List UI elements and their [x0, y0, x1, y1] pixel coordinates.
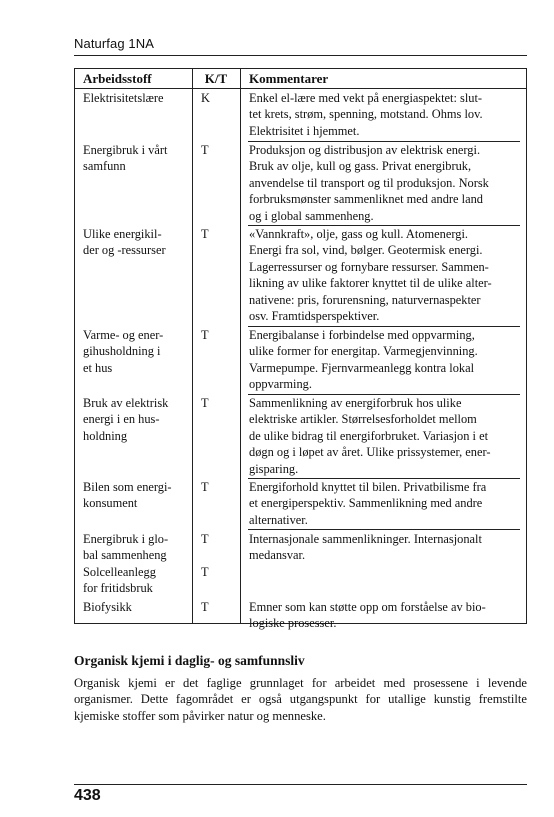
row-kt: T	[201, 143, 209, 157]
comment-line: logiske prosesser.	[249, 616, 337, 631]
row-separator	[248, 529, 520, 530]
row-subject	[83, 599, 190, 615]
comment-line: Energi fra sol, vind, bølger. Geotermisk energi.	[249, 243, 483, 258]
comment-line: medansvar.	[249, 548, 306, 563]
row-subject	[83, 226, 190, 259]
comment-line: Energibalanse i forbindelse med oppvarming,	[249, 328, 475, 342]
subject-line: der og -ressurser	[83, 243, 166, 258]
subject-line: Solcelleanlegg	[83, 565, 156, 579]
subject-line: konsument	[83, 496, 138, 511]
row-kt: K	[201, 91, 210, 105]
row-subject	[83, 395, 190, 444]
comment-line: Bruk av olje, kull og gass. Privat energibruk,	[249, 159, 472, 174]
subject-line: samfunn	[83, 159, 126, 174]
comment-line: elektriske artikler. Størrelsesforholdet mellom	[249, 412, 477, 427]
row-comment	[249, 479, 521, 528]
row-kt: T	[201, 532, 209, 546]
comment-line: Sammenlikning av energiforbruk hos ulike	[249, 396, 462, 410]
row-subject	[83, 90, 190, 106]
comment-line: ulike former for energitap. Varmegjenvinning.	[249, 344, 478, 359]
section-paragraph: Organisk kjemi er det faglige grunnlaget for arbeidet med prosessene i levende organismer. Dette fagområdet er også utgangspunkt for utallige kunstig fremstilte kjemiske stoffer som påvirker natur og menneske.	[74, 676, 527, 723]
subject-line: Energibruk i vårt	[83, 143, 168, 157]
comment-line: Energiforhold knyttet til bilen. Privatbilisme fra	[249, 480, 487, 494]
row-comment	[249, 327, 521, 393]
subject-line: et hus	[83, 360, 113, 375]
comment-line: Lagerressurser og fornybare ressurser. Sammen-	[249, 259, 489, 274]
row-comment	[249, 226, 521, 324]
comment-line: nativene: pris, forurensning, naturvernaspekter	[249, 292, 481, 307]
row-subject	[83, 479, 190, 512]
row-kt: T	[201, 565, 209, 579]
row-kt: T	[201, 328, 209, 342]
subject-line: holdning	[83, 428, 128, 443]
column-divider	[192, 69, 193, 623]
comment-line: likning av ulike faktorer knyttet til de ulike alter-	[249, 276, 492, 291]
column-header-arbeidsstoff: Arbeidsstoff	[83, 71, 152, 86]
comment-line: Enkel el-lære med vekt på energiaspektet: slut-	[249, 91, 483, 105]
row-kt: T	[201, 227, 209, 241]
subject-line: for fritidsbruk	[83, 581, 153, 596]
column-header-kt: K/T	[204, 71, 228, 86]
subject-line: bal sammenheng	[83, 548, 167, 563]
row-kt: T	[201, 480, 209, 494]
comment-line: Elektrisitet i hjemmet.	[249, 123, 360, 138]
row-comment	[249, 395, 521, 477]
column-header-kommentarer: Kommentarer	[249, 71, 329, 86]
curriculum-table	[74, 68, 527, 631]
comment-line: oppvarming.	[249, 377, 312, 392]
comment-line: døgn og i løpet av året. Ulike prissystemer, ener-	[249, 445, 491, 460]
comment-line: anvendelse til transport og til produksjon. Norsk	[249, 175, 489, 190]
comment-line: de ulike bidrag til energiforbruket. Variasjon i et	[249, 428, 489, 443]
row-comment	[249, 531, 521, 564]
subject-line: Bruk av elektrisk	[83, 396, 169, 410]
comment-line: osv. Framtidsperspektiver.	[249, 309, 380, 324]
table-header-rule	[75, 88, 526, 89]
comment-line: alternativer.	[249, 512, 308, 527]
row-kt: T	[201, 600, 209, 614]
subject-line: Varme- og ener-	[83, 328, 164, 342]
subject-line: Ulike energikil-	[83, 227, 162, 241]
row-comment	[249, 599, 521, 632]
subject-line: Biofysikk	[83, 600, 132, 614]
column-divider	[240, 69, 241, 623]
comment-line: Emner som kan støtte opp om forståelse av bio-	[249, 600, 486, 614]
header-rule	[74, 55, 527, 56]
subject-line: Bilen som energi-	[83, 480, 172, 494]
footer-rule	[74, 784, 527, 785]
row-subject	[83, 564, 190, 597]
row-comment	[249, 90, 521, 139]
page-number: 438	[74, 787, 101, 804]
section-heading: Organisk kjemi i daglig- og samfunnsliv	[74, 653, 305, 668]
row-subject	[83, 327, 190, 376]
comment-line: gisparing.	[249, 461, 299, 476]
row-comment	[249, 142, 521, 224]
comment-line: Produksjon og distribusjon av elektrisk energi.	[249, 143, 481, 157]
row-kt: T	[201, 396, 209, 410]
comment-line: Varmepumpe. Fjernvarmeanlegg kontra lokal	[249, 360, 475, 375]
row-subject	[83, 531, 190, 564]
comment-line: forbruksmønster sammenliknet med andre land	[249, 192, 483, 207]
comment-line: Internasjonale sammenlikninger. Internasjonalt	[249, 532, 482, 546]
subject-line: Elektrisitetslære	[83, 91, 164, 105]
subject-line: energi i en hus-	[83, 412, 160, 427]
row-subject	[83, 142, 190, 175]
comment-line: tet krets, strøm, spenning, motstand. Ohms lov.	[249, 107, 483, 122]
comment-line: og i global sammenheng.	[249, 208, 374, 223]
subject-line: Energibruk i glo-	[83, 532, 169, 546]
running-head: Naturfag 1NA	[74, 36, 154, 51]
comment-line: et energiperspektiv. Sammenlikning med andre	[249, 496, 483, 511]
comment-line: «Vannkraft», olje, gass og kull. Atomenergi.	[249, 227, 468, 241]
subject-line: gihusholdning i	[83, 344, 161, 359]
